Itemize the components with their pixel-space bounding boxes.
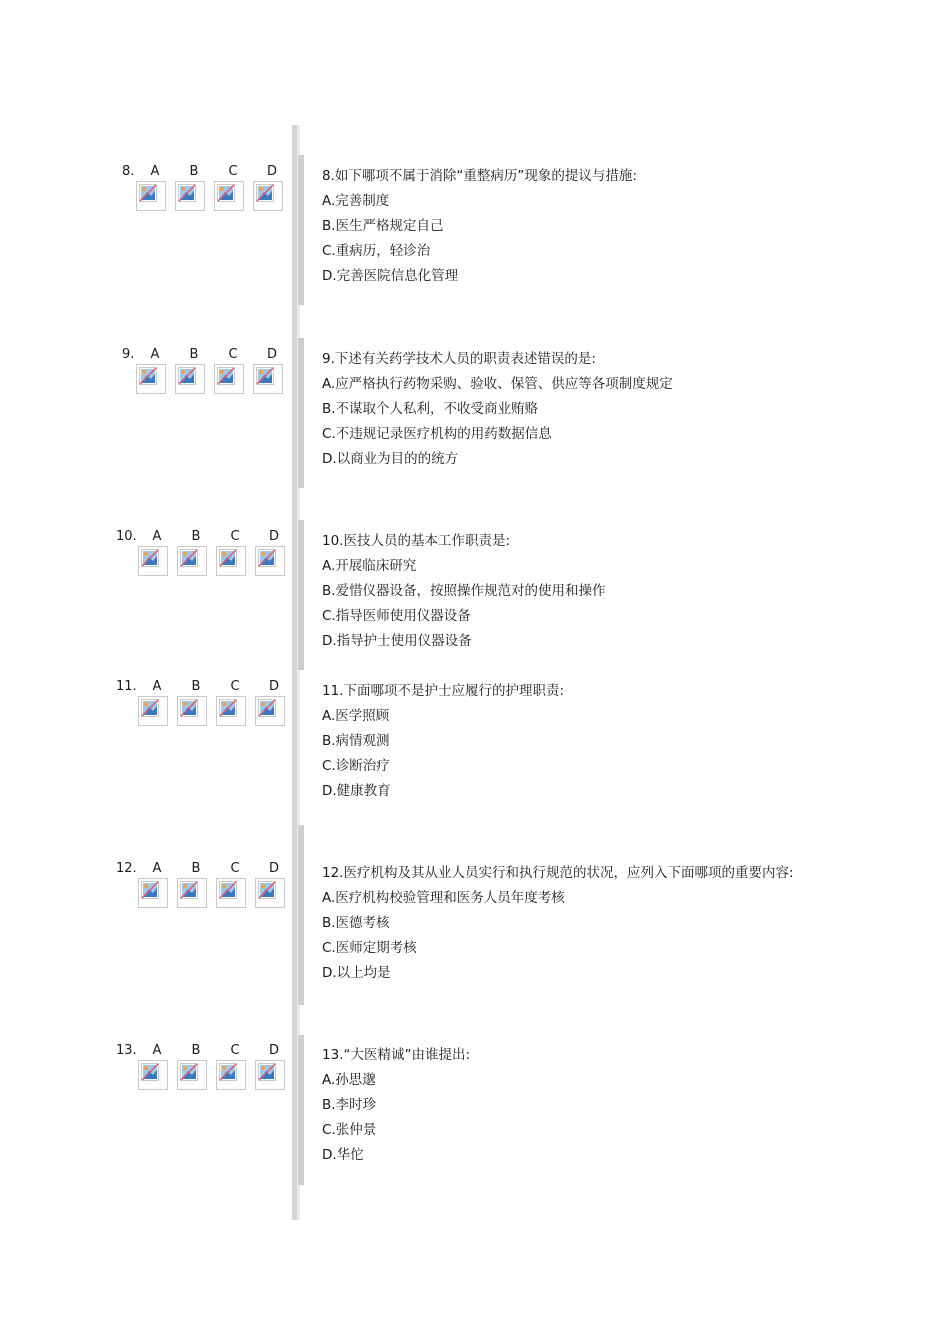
question-option: A.完善制度	[322, 193, 390, 209]
option-letter-b: B	[189, 347, 199, 362]
divider-notch	[298, 825, 304, 1005]
option-letter-a: A	[152, 529, 162, 544]
question-number: 13.	[116, 1043, 137, 1058]
question-stem: 8.如下哪项不属于消除“重整病历”现象的提议与措施:	[322, 168, 637, 184]
answer-box-b[interactable]	[177, 696, 207, 726]
question-option: D.以上均是	[322, 965, 391, 981]
option-letter-c: C	[230, 529, 240, 544]
question-option: C.指导医师使用仪器设备	[322, 608, 471, 624]
question-text	[322, 529, 922, 654]
option-letter-d: D	[268, 861, 279, 876]
question-stem: 10.医技人员的基本工作职责是:	[322, 533, 511, 549]
option-letter-b: B	[189, 164, 199, 179]
question-option: B.医生严格规定自己	[322, 218, 444, 234]
divider-notch	[298, 1035, 304, 1185]
divider-notch	[298, 338, 304, 488]
question-option: B.不谋取个人私利，不收受商业贿赂	[322, 401, 539, 417]
question-option: B.李时珍	[322, 1097, 377, 1113]
option-letter-b: B	[191, 679, 201, 694]
answer-box-c[interactable]	[214, 364, 244, 394]
option-letter-a: A	[150, 164, 160, 179]
option-letter-b: B	[191, 529, 201, 544]
answer-box-a[interactable]	[138, 1060, 168, 1090]
question-stem: 12.医疗机构及其从业人员实行和执行规范的状况，应列入下面哪项的重要内容:	[322, 865, 794, 881]
question-option: C.重病历，轻诊治	[322, 243, 431, 259]
option-letter-a: A	[152, 1043, 162, 1058]
question-option: B.病情观测	[322, 733, 390, 749]
question-number: 10.	[116, 529, 137, 544]
question-text	[322, 164, 922, 289]
answer-box-d[interactable]	[253, 181, 283, 211]
question-option: A.孙思邈	[322, 1072, 376, 1088]
question-option: B.爱惜仪器设备，按照操作规范对的使用和操作	[322, 583, 606, 599]
option-letter-d: D	[268, 1043, 279, 1058]
option-letter-c: C	[230, 1043, 240, 1058]
answer-box-c[interactable]	[216, 1060, 246, 1090]
question-option: D.指导护士使用仪器设备	[322, 633, 472, 649]
answer-box-c[interactable]	[216, 696, 246, 726]
question-option: A.开展临床研究	[322, 558, 417, 574]
answer-box-d[interactable]	[255, 546, 285, 576]
answer-box-d[interactable]	[255, 696, 285, 726]
answer-box-c[interactable]	[216, 546, 246, 576]
option-letter-c: C	[228, 164, 238, 179]
answer-box-d[interactable]	[253, 364, 283, 394]
question-option: D.以商业为目的的统方	[322, 451, 459, 467]
option-letter-d: D	[266, 347, 277, 362]
divider-notch	[298, 520, 304, 670]
answer-box-a[interactable]	[138, 546, 168, 576]
question-number: 9.	[122, 347, 135, 362]
question-option: C.不违规记录医疗机构的用药数据信息	[322, 426, 552, 442]
question-text	[322, 347, 922, 472]
question-number: 8.	[122, 164, 135, 179]
answer-box-d[interactable]	[255, 1060, 285, 1090]
divider-notch	[298, 155, 304, 305]
option-letter-a: A	[152, 679, 162, 694]
answer-box-b[interactable]	[175, 364, 205, 394]
option-letter-a: A	[150, 347, 160, 362]
question-text	[322, 861, 922, 986]
question-stem: 9.下述有关药学技术人员的职责表述错误的是:	[322, 351, 596, 367]
answer-box-a[interactable]	[136, 181, 166, 211]
answer-box-c[interactable]	[216, 878, 246, 908]
option-letter-d: D	[268, 679, 279, 694]
answer-box-b[interactable]	[177, 546, 207, 576]
question-option: C.医师定期考核	[322, 940, 417, 956]
answer-box-a[interactable]	[138, 696, 168, 726]
question-option: A.应严格执行药物采购、验收、保管、供应等各项制度规定	[322, 376, 673, 392]
question-text	[322, 679, 922, 804]
answer-box-c[interactable]	[214, 181, 244, 211]
answer-box-a[interactable]	[138, 878, 168, 908]
option-letter-c: C	[228, 347, 238, 362]
option-letter-c: C	[230, 679, 240, 694]
answer-box-b[interactable]	[175, 181, 205, 211]
option-letter-b: B	[191, 861, 201, 876]
question-number: 11.	[116, 679, 137, 694]
question-stem: 11.下面哪项不是护士应履行的护理职责:	[322, 683, 565, 699]
question-option: A.医疗机构校验管理和医务人员年度考核	[322, 890, 565, 906]
question-option: D.健康教育	[322, 783, 391, 799]
question-option: A.医学照顾	[322, 708, 390, 724]
question-option: B.医德考核	[322, 915, 390, 931]
option-letter-b: B	[191, 1043, 201, 1058]
question-stem: 13.“大医精诚”由谁提出:	[322, 1047, 471, 1063]
question-number: 12.	[116, 861, 137, 876]
answer-box-b[interactable]	[177, 878, 207, 908]
option-letter-d: D	[268, 529, 279, 544]
option-letter-d: D	[266, 164, 277, 179]
question-option: D.完善医院信息化管理	[322, 268, 459, 284]
answer-box-a[interactable]	[136, 364, 166, 394]
question-option: C.诊断治疗	[322, 758, 390, 774]
option-letter-c: C	[230, 861, 240, 876]
question-option: D.华佗	[322, 1147, 364, 1163]
answer-box-b[interactable]	[177, 1060, 207, 1090]
answer-box-d[interactable]	[255, 878, 285, 908]
question-option: C.张仲景	[322, 1122, 377, 1138]
option-letter-a: A	[152, 861, 162, 876]
question-text	[322, 1043, 922, 1168]
